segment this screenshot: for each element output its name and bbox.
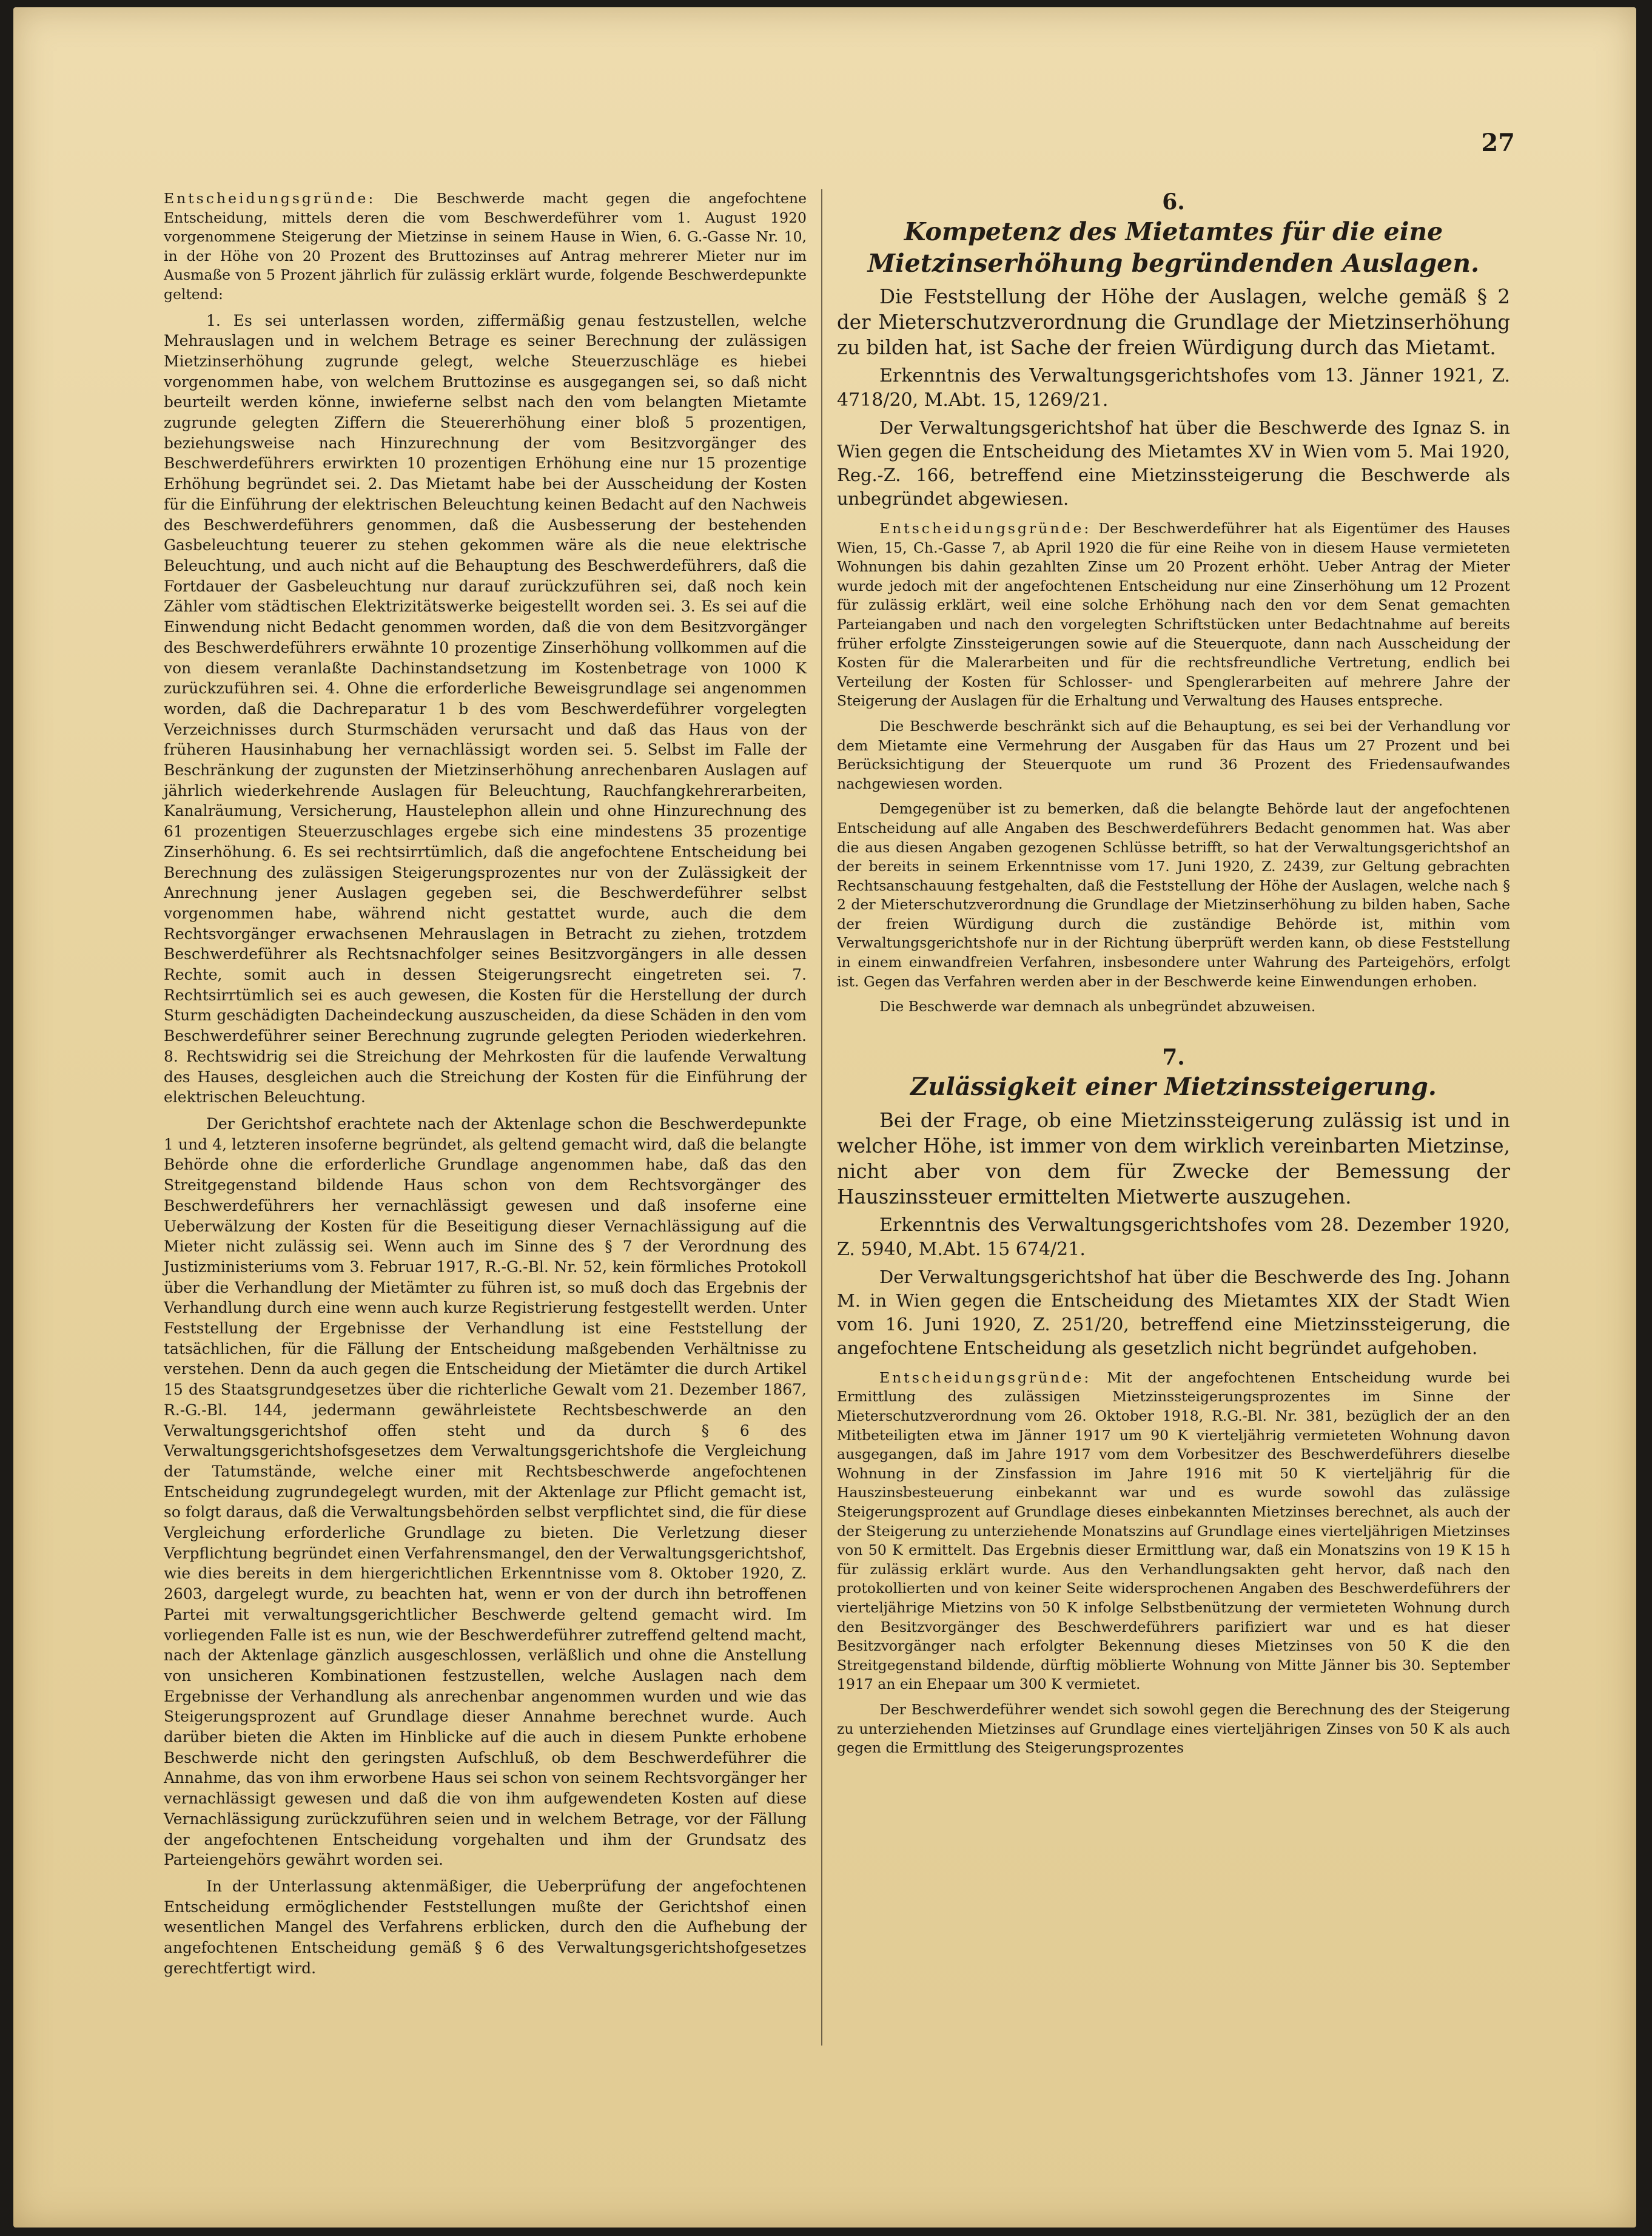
column-divider [821,189,822,2046]
section-6-reasons [837,519,1510,711]
section-7 [837,1045,1510,1758]
reasons-intro: Die Beschwerde macht gegen die angefochtene Entscheidung, mittels deren die vom Beschwerdeführer vom 1. August 1920 vorgenommene Steigerung der Mietzinse in seinem Hause in Wien, 6. G.-Gasse Nr. 10, in der Höhe von 20 Prozent des Bruttozinses auf Antrag mehrerer Mieter nur im Ausmaße von 5 Prozent jährlich für zulässig erklärt wurde, folgende Beschwerdepunkte geltend: [164,190,807,303]
section-7-paragraph-2: Der Beschwerdeführer wendet sich sowohl gegen die Berechnung des der Steigerung zu unterziehenden Mietzinses auf Grundlage eines vierteljährigen Zinses von 50 K als auch gegen die Ermittlung des Steigerungsprozentes [837,1700,1510,1757]
section-6-paragraph-4: Die Beschwerde war demnach als unbegründet abzuweisen. [879,998,1316,1015]
section-6-paragraph-2: Die Beschwerde beschränkt sich auf die Behauptung, es sei bei der Verhandlung vor dem Mietamte eine Vermehrung der Ausgaben für das Haus um 27 Prozent und bei Berücksichtigung der Steuerquote um rund 36 Prozent des Friedensaufwandes nachgewiesen worden. [837,717,1510,792]
reasons-lead: Entscheidungsgründe: [164,190,376,207]
court-finding: Der Gerichtshof erachtete nach der Aktenlage schon die Beschwerdepunkte 1 und 4, letzteren insoferne begründet, als geltend gemacht wird, daß die belangte Behörde ohne die erforderliche Grundlage angenommen habe, daß das den Streitgegenstand bildende Haus schon von dem Rechtsvorgänger des Beschwerdeführers her vernachlässigt gewesen und daß insoferne eine Ueberwälzung der Kosten für die Beseitigung dieser Vernachlässigung auf die Mieter nicht zulässig sei. Wenn auch im Sinne des § 7 der Verordnung des Justizministeriums vom 3. Februar 1917, R.-G.-Bl. Nr. 52, kein förmliches Protokoll über die Verhandlung der Mietämter zu führen ist, so muß doch das Ergebnis der Verhandlung durch eine wenn auch kurze Registrierung festgestellt werden. Unter Feststellung der Ergebnisse der Verhandlung ist eine Feststellung der tatsächlichen, für die Fällung der Entscheidung maßgebenden Verhältnisse zu verstehen. Denn da auch gegen die Entscheidung der Mietämter die durch Artikel 15 des Staatsgrundgesetzes über die richterliche Gewalt vom 21. Dezember 1867, R.-G.-Bl. 144, jedermann gewährleistete Rechtsbeschwerde an den Verwaltungsgerichtshof offen steht und da durch § 6 des Verwaltungsgerichtshofsgesetzes dem Verwaltungsgerichtshofe die Vergleichung der Tatumstände, welche einer mit Rechtsbeschwerde angefochtenen Entscheidung zugrundegelegt wurden, mit der Aktenlage zur Pflicht gemacht ist, so folgt daraus, daß die Verwaltungsbehörden selbst verpflichtet sind, die für diese Vergleichung erforderliche Grundlage zu bieten. Die Verletzung dieser Verpflichtung begründet einen Verfahrensmangel, den der Verwaltungsgerichtshof, wie dies bereits in dem hiergerichtlichen Erkenntnisse vom 8. Oktober 1920, Z. 2603, dargelegt wurde, zu beachten hat, wenn er von der durch ihn betroffenen Partei mit verwaltungsgerichtlicher Beschwerde geltend gemacht wird. Im vorliegenden Falle ist es nun, wie der Beschwerdeführer zutreffend geltend macht, nach der Aktenlage gänzlich ausgeschlossen, verläßlich und ohne die Anstellung von unsicheren Kombinationen festzustellen, welche Auslagen nach dem Ergebnisse der Verhandlung als anrechenbar angenommen wurden und wie das Steigerungsprozent auf Grundlage dieser Annahme berechnet wurde. Auch darüber bieten die Akten im Hinblicke auf die auch in diesem Punkte erhobene Beschwerde nicht den geringsten Aufschluß, ob dem Beschwerdeführer die Annahme, das von ihm erworbene Haus sei schon von seinem Rechtsvorgänger her vernachlässigt gewesen und daß die von ihm aufgewendeten Kosten auf diese Vernachlässigung zurückzuführen seien und in welchem Betrage, vor der Fällung der angefochtenen Entscheidung vorgehalten und ihm der Grundsatz des Parteiengehörs gewährt worden sei. [164,1114,807,1869]
section-6-reasons-text: Der Beschwerdeführer hat als Eigentümer des Hauses Wien, 15, Ch.-Gasse 7, ab April 1920 die für eine Reihe von in diesem Hause vermieteten Wohnungen bis dahin gezahlten Zinse um 20 Prozent erhöht. Ueber Antrag der Mieter wurde jedoch mit der angefochtenen Entscheidung nur eine Zinserhöhung um 12 Prozent für zulässig erklärt, weil eine solche Erhöhung nach den vor dem Senat gemachten Parteiangaben und nach den vorgelegten Schriftstücken unter Bedachtnahme auf bereits früher erfolgte Zinssteigerungen sowie auf die Steuerquote, dann nach Ausscheidung der Kosten für die Malerarbeiten und für die rechtsfreundliche Vertretung, endlich bei Verteilung der Kosten für Schlosser- und Spenglerarbeiten auf mehrere Jahre der Steigerung der Auslagen für die Erhaltung und Verwaltung des Hauses entspreche. [837,520,1510,710]
page-number: 27 [1481,129,1515,157]
section-7-reasons [837,1369,1510,1694]
section-6-ruling-ref: Erkenntnis des Verwaltungsgerichtshofes vom 13. Jänner 1921, Z. 4718/20, M.Abt. 15, 1269/21. [837,365,1510,411]
section-6-paragraph-3: Demgegenüber ist zu bemerken, daß die belangte Behörde laut der angefochtenen Entscheidung auf alle Angaben des Beschwerdeführers Bedacht genommen hat. Was aber die aus diesen Angaben gezogenen Schlüsse betrifft, so hat der Verwaltungsgerichtshof an der bereits in seinem Erkenntnisse vom 17. Juni 1920, Z. 2439, zur Geltung gebrachten Rechtsanschauung festgehalten, daß die Feststellung der Höhe der Auslagen, welche nach § 2 der Mieterschutzverordnung die Grundlage der Mietzinserhöhung zu bilden haben, Sache der freien Würdigung durch die zuständige Behörde ist, mithin vom Verwaltungsgerichtshofe nur in der Richtung überprüft werden kann, ob diese Feststellung in einem einwandfreien Verfahren, insbesondere unter Wahrung des Parteigehörs, erfolgt ist. Gegen das Verfahren werden aber in der Beschwerde keine Einwendungen erhoben. [837,800,1510,990]
section-6-reasons-lead: Entscheidungsgründe: [879,520,1092,537]
complaints-list: 1. Es sei unterlassen worden, ziffermäßig genau festzustellen, welche Mehrauslagen und in welchem Betrage es seiner Berechnung der zulässigen Mietzinserhöhung zugrunde gelegt, welche Steuerzuschläge es hiebei vorgenommen habe, von welchem Bruttozinse es ausgegangen sei, so daß nicht beurteilt werden könne, inwieferne selbst nach den vom belangten Mietamte zugrunde gelegten Ziffern die Steuererhöhung einer bloß 5 prozentigen, beziehungsweise nach Hinzurechnung der vom Besitzvorgänger des Beschwerdeführers erwirkten 10 prozentigen Erhöhung eine nur 15 prozentige Erhöhung begründet sei. 2. Das Mietamt habe bei der Ausscheidung der Kosten für die Einführung der elektrischen Beleuchtung keinen Bedacht auf den Nachweis des Beschwerdeführers genommen, daß die Ausbesserung der bestehenden Gasbeleuchtung teuerer zu stehen gekommen wäre als die neue elektrische Beleuchtung, und auch nicht auf die Behauptung des Beschwerdeführers, daß die Fortdauer der Gasbeleuchtung nur darauf zurückzuführen sei, daß noch kein Zähler vom städtischen Elektrizitätswerke beigestellt worden sei. 3. Es sei auf die Einwendung nicht Bedacht genommen worden, daß die von dem Besitzvorgänger des Beschwerdeführers erwähnte 10 prozentige Zinserhöhung vollkommen auf die von diesem veranlaßte Dachinstandsetzung im Kostenbetrage von 1000 K zurückzuführen sei. 4. Ohne die erforderliche Beweisgrundlage sei angenommen worden, daß die Dachreparatur 1 b des vom Beschwerdeführer vorgelegten Verzeichnisses durch Sturmschäden verursacht und daß das Haus von der früheren Hausinhabung her vernachlässigt worden sei. 5. Selbst im Falle der Beschränkung der zugunsten der Mietzinserhöhung anrechenbaren Auslagen auf jährlich wiederkehrende Auslagen für Beleuchtung, Rauchfangkehrerarbeiten, Kanalräumung, Versicherung, Haustelephon allein und ohne Hinzurechnung des 61 prozentigen Steuerzuschlages ergebe sich eine mindestens 35 prozentige Zinserhöhung. 6. Es sei rechtsirrtümlich, daß die angefochtene Entscheidung bei Berechnung des zulässigen Steigerungsprozentes nur von der Zulässigkeit der Anrechnung jener Auslagen gegeben sei, die Beschwerdeführer selbst vorgenommen habe, während nicht gestattet wurde, auch die dem Rechtsvorgänger erwachsenen Mehrauslagen in Betracht zu ziehen, trotzdem Beschwerdeführer als Rechtsnachfolger seines Besitzvorgängers in alle dessen Rechte, somit auch in dessen Steigerungsrecht eingetreten sei. 7. Rechtsirrtümlich sei es auch gewesen, die Kosten für die Herstellung der durch Sturm geschädigten Dacheindeckung auszuscheiden, da diese Schäden in den vom Beschwerdeführer seiner Berechnung zugrunde gelegten Perioden wiederkehren. 8. Rechtswidrig sei die Streichung der Mehrkosten für die laufende Verwaltung des Hauses, desgleichen auch die Streichung der Kosten für die Einführung der elektrischen Beleuchtung. [164,311,807,1106]
section-7-ruling-ref: Erkenntnis des Verwaltungsgerichtshofes vom 28. Dezember 1920, Z. 5940, M.Abt. 15 674/21. [837,1214,1510,1260]
reasons-paragraph [164,189,807,305]
section-7-reasons-text: Mit der angefochtenen Entscheidung wurde bei Ermittlung des zulässigen Mietzinssteigerungsprozentes im Sinne der Mieterschutzverordnung vom 26. Oktober 1918, R.G.-Bl. Nr. 381, bezüglich der an den Mitbeteiligten etwa im Jänner 1917 um 90 K vierteljährig vermieteten Wohnung davon ausgegangen, daß im Jahre 1917 vom dem Vorbesitzer des Beschwerdeführers dieselbe Wohnung in der Zinsfassion im Jahre 1916 mit 50 K vierteljährig für die Hauszinsbesteuerung einbekannt war und es wurde sowohl das zulässige Steigerungsprozent auf Grundlage dieses einbekannten Mietzinses berechnet, als auch der der Steigerung zu unterziehende Monatszins auf Grundlage eines vierteljährigen Mietzinses von 50 K ermittelt. Das Ergebnis dieser Ermittlung war, daß ein Monatszins von 19 K 15 h für zulässig erklärt wurde. Aus den Verhandlungsakten geht hervor, daß nach den protokollierten und von keiner Seite widersprochenen Angaben des Beschwerdeführers der vierteljährige Mietzins von 50 K infolge Selbstbenützung der vermieteten Wohnung durch den Besitzvorgänger des Beschwerdeführers parifiziert war und es hat dieser Besitzvorgänger nach erfolgter Bekennung dieses Mietzinses von 50 K die den Streitgegenstand bildende, dürftig möblierte Wohnung von Mitte Jänner bis 30. September 1917 an ein Ehepaar um 300 K vermietet. [837,1369,1510,1693]
conclusion: In der Unterlassung aktenmäßiger, die Ueberprüfung der angefochtenen Entscheidung ermöglichender Feststellungen mußte der Gerichtshof einen wesentlichen Mangel des Verfahrens erblicken, durch den die Aufhebung der angefochtenen Entscheidung gemäß § 6 des Verwaltungsgerichtshofgesetzes gerechtfertigt wird. [164,1877,807,1977]
section-6-holding: Der Verwaltungsgerichtshof hat über die Beschwerde des Ignaz S. in Wien gegen die Entscheidung des Mietamtes XV in Wien vom 5. Mai 1920, Reg.-Z. 166, betreffend eine Mietzinssteigerung die Beschwerde als unbegründet abgewiesen. [837,417,1510,509]
section-7-number: 7. [1162,1044,1185,1070]
section-7-lede: Bei der Frage, ob eine Mietzinssteigerung zulässig ist und in welcher Höhe, ist immer von dem wirklich vereinbarten Mietzinse, nicht aber von dem für Zwecke der Bemessung der Hauszinssteuer ermittelten Mietwerte auszugehen. [837,1108,1510,1208]
section-gap [837,1023,1510,1045]
section-7-holding: Der Verwaltungsgerichtshof hat über die Beschwerde des Ing. Johann M. in Wien gegen die Entscheidung des Mietamtes XIX der Stadt Wien vom 16. Juni 1920, Z. 251/20, betreffend eine Mietzinssteigerung, die angefochtene Entscheidung als gesetzlich nicht begründet aufgehoben. [837,1266,1510,1358]
section-7-heading: Zulässigkeit einer Mietzinssteigerung. [910,1072,1437,1101]
section-6 [837,189,1510,1017]
left-column [164,189,807,1985]
right-column [837,189,1510,1764]
section-6-heading: Kompetenz des Mietamtes für die eine Mietzinserhöhung begründenden Auslagen. [867,217,1480,278]
newspaper-page [13,7,1636,2228]
section-7-reasons-lead: Entscheidungsgründe: [879,1369,1092,1386]
section-6-number: 6. [1162,189,1185,215]
section-6-lede: Die Feststellung der Höhe der Auslagen, welche gemäß § 2 der Mieterschutzverordnung die Grundlage der Mietzinserhöhung zu bilden hat, ist Sache der freien Würdigung durch das Mietamt. [837,285,1510,359]
